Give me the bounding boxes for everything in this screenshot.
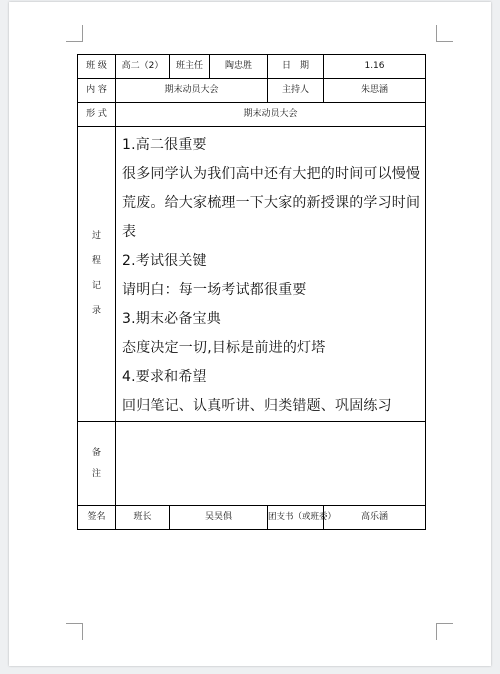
class-value[interactable]: 高二（2）	[116, 55, 170, 79]
format-value[interactable]: 期末动员大会	[116, 103, 426, 127]
process-line: 请明白：每一场考试都很重要	[122, 282, 307, 298]
content-label: 内 容	[78, 79, 116, 103]
process-line: 3.期末必备宝典	[122, 311, 221, 327]
date-label: 日 期	[268, 55, 324, 79]
class-label: 班 级	[78, 55, 116, 79]
host-label: 主持人	[268, 79, 324, 103]
remarks-label-char-1: 备	[91, 447, 101, 458]
process-label-char-3: 记	[91, 281, 101, 291]
remarks-row	[78, 422, 426, 506]
date-value[interactable]: 1.16	[324, 55, 426, 79]
signature-label: 签名	[78, 506, 116, 530]
process-line: 态度决定一切,目标是前进的灯塔	[122, 340, 326, 356]
process-row	[78, 127, 426, 422]
format-row	[78, 103, 426, 127]
teacher-label: 班主任	[170, 55, 210, 79]
remarks-value[interactable]	[116, 422, 426, 506]
process-line: 1.高二很重要	[122, 137, 207, 153]
monitor-value[interactable]: 吴昊俱	[170, 506, 268, 530]
crop-mark-bottom-right	[436, 623, 453, 640]
header-row	[78, 55, 426, 79]
content-value[interactable]: 期末动员大会	[116, 79, 268, 103]
process-line: 表	[122, 224, 137, 240]
monitor-label: 班长	[116, 506, 170, 530]
crop-mark-top-right	[436, 25, 453, 42]
crop-mark-bottom-left	[66, 623, 83, 640]
process-label-char-4: 录	[91, 306, 101, 316]
league-label: 团支书（或班委）	[268, 506, 324, 530]
process-label-char-2: 程	[91, 256, 101, 266]
meeting-record-table	[77, 54, 426, 530]
process-line: 回归笔记、认真听讲、归类错题、巩固练习	[122, 398, 392, 414]
signature-row	[78, 506, 426, 530]
format-label: 形 式	[78, 103, 116, 127]
remarks-label-char-2: 注	[91, 468, 101, 479]
process-line: 4.要求和希望	[122, 369, 207, 385]
remarks-label	[78, 422, 116, 506]
host-value[interactable]: 朱思涵	[324, 79, 426, 103]
process-content[interactable]	[116, 127, 426, 422]
process-line: 很多同学认为我们高中还有大把的时间可以慢慢	[122, 166, 421, 182]
process-line: 荒废。给大家梳理一下大家的新授课的学习时间	[122, 195, 421, 211]
process-label-char-1: 过	[91, 231, 101, 241]
crop-mark-top-left	[66, 25, 83, 42]
process-label	[78, 127, 116, 422]
teacher-value[interactable]: 陶忠胜	[210, 55, 268, 79]
process-line: 2.考试很关键	[122, 253, 207, 269]
league-value[interactable]: 高乐涵	[324, 506, 426, 530]
content-row	[78, 79, 426, 103]
